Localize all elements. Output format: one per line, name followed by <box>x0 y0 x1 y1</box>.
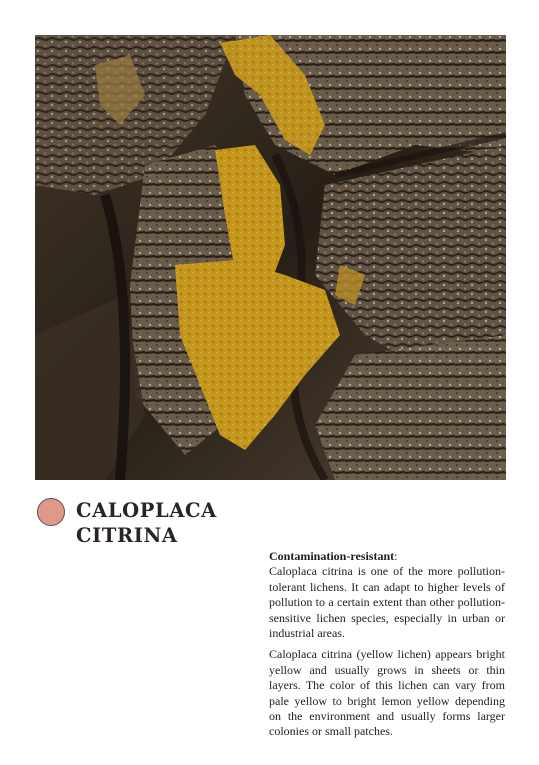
description <box>269 549 505 746</box>
heading-colon: : <box>394 549 398 563</box>
section-heading: Contamination-resistant <box>269 549 395 563</box>
paragraph-1-text: Caloplaca citrina is one of the more pollution-tolerant lichens. It can adapt to higher levels of pollution to a certain extent than other pollution-sensitive lichen species, especially in urban or industrial areas. <box>269 564 505 641</box>
color-marker <box>37 498 65 526</box>
lichen-photo <box>35 35 506 480</box>
description-paragraph-1 <box>269 549 505 641</box>
title-line-2: CITRINA <box>76 524 178 547</box>
species-title <box>76 498 217 548</box>
title-line-1: CALOPLACA <box>76 499 217 522</box>
description-paragraph-2: Caloplaca citrina (yellow lichen) appears bright yellow and usually grows in sheets or thin layers. The color of this lichen can vary from pale yellow to bright lemon yellow depending on the environment and usually forms larger colonies or small patches. <box>269 647 505 739</box>
